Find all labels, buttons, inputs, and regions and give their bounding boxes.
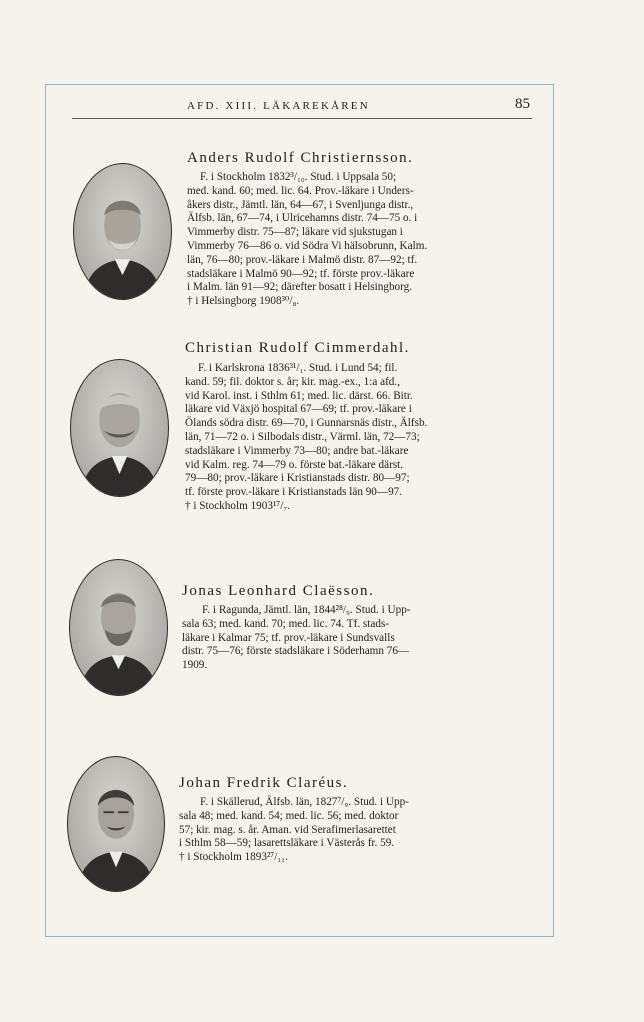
entry-biography [185,362,545,514]
bio-line: med. kand. 60; med. lic. 64. Prov.-läkare i Unders- [187,184,414,197]
bio-line: Vimmerby distr. 75—87; läkare vid sjukstugan i [187,226,403,239]
portrait-silhouette-icon [71,360,168,496]
bio-line: sala 63; med. kand. 70; med. lic. 74. Tf. stads- [182,617,390,630]
entry-biography [179,796,519,865]
bio-line: i Sthlm 58—59; lasarettsläkare i Västerås fr. 59. [179,837,395,850]
bio-line: F. i Karlskrona 1836³¹/₁. Stud. i Lund 54; fil. [198,362,398,374]
portrait-photo [67,756,165,892]
bio-line: län, 71—72 o. i Silbodals distr., Värml. län, 72—73; [185,430,420,443]
portrait-silhouette-icon [68,757,164,891]
bio-line: † i Helsingborg 1908³⁰/₈. [187,295,300,308]
bio-line: läkare vid Växjö hospital 67—69; tf. prov.-läkare i [185,403,412,416]
bio-line: i Malm. län 91—92; därefter bosatt i Helsingborg. [187,281,413,294]
portrait-silhouette-icon [74,164,171,299]
portrait-silhouette-icon [70,560,167,695]
bio-line: åkers distr., Jämtl. län, 64—67, i Svenljunga distr., [187,198,414,211]
entry-name: Johan Fredrik Claréus. [179,775,349,791]
entry-name: Christian Rudolf Cimmerdahl. [185,340,410,356]
bio-line: stadsläkare i Vimmerby 73—80; andre bat.-läkare [185,444,409,457]
running-header [72,96,532,119]
portrait-photo [69,559,168,696]
entry-biography [182,604,522,673]
bio-line: Älfsb. län, 67—74, i Ulricehamns distr. 74—75 o. i [187,212,418,225]
bio-line: F. i Ragunda, Jämtl. län, 1844²⁸/₉. Stud. i Upp- [202,604,411,616]
bio-line: läkare i Kalmar 75; tf. prov.-läkare i Sundsvalls [182,631,395,644]
page-number: 85 [515,96,530,112]
bio-line: distr. 75—76; förste stadsläkare i Söderhamn 76— [182,645,410,658]
bio-line: † i Stockholm 1903¹⁷/₇. [185,499,291,512]
bio-line: sala 48; med. kand. 54; med. lic. 56; med. doktor [179,809,399,822]
bio-line: F. i Skällerud, Älfsb. län, 1827⁷/₉. Stud. i Upp- [200,796,409,808]
bio-line: Ölands södra distr. 69—70, i Gunnarsnäs distr., Älfsb. [185,417,428,430]
bio-line: 57; kir. mag. s. år. Aman. vid Serafimerlasarettet [179,823,396,836]
entry-biography [187,171,545,309]
bio-line: 1909. [182,659,208,672]
bio-line: vid Karol. inst. i Sthlm 61; med. lic. därst. 66. Bitr. [185,389,413,402]
portrait-photo [70,359,169,497]
bio-line: 79—80; prov.-läkare i Kristianstads distr. 80—97; [185,472,410,485]
bio-line: † i Stockholm 1893²⁷/₁₁. [179,851,288,864]
bio-line: Vimmerby 76—86 o. vid Södra Vi hälsobrunn, Kalm. [187,239,428,252]
bio-line: län, 76—80; prov.-läkare i Malmö distr. 87—92; tf. [187,253,418,266]
bio-line: F. i Stockholm 1832³/₁₀. Stud. i Uppsala 50; [200,171,397,183]
bio-line: tf. förste prov.-läkare i Kristianstads län 90—97. [185,486,403,499]
portrait-photo [73,163,172,300]
bio-line: vid Kalm. reg. 74—79 o. förste bat.-läkare därst. [185,458,404,471]
bio-line: stadsläkare i Malmö 90—92; tf. förste prov.-läkare [187,267,415,280]
entry-name: Anders Rudolf Christiernsson. [187,150,414,166]
running-title: AFD. XIII. LÄKAREKÅREN [187,100,370,112]
entry-name: Jonas Leonhard Claësson. [182,583,375,599]
bio-line: kand. 59; fil. doktor s. år; kir. mag.-ex., 1:a afd., [185,375,400,388]
